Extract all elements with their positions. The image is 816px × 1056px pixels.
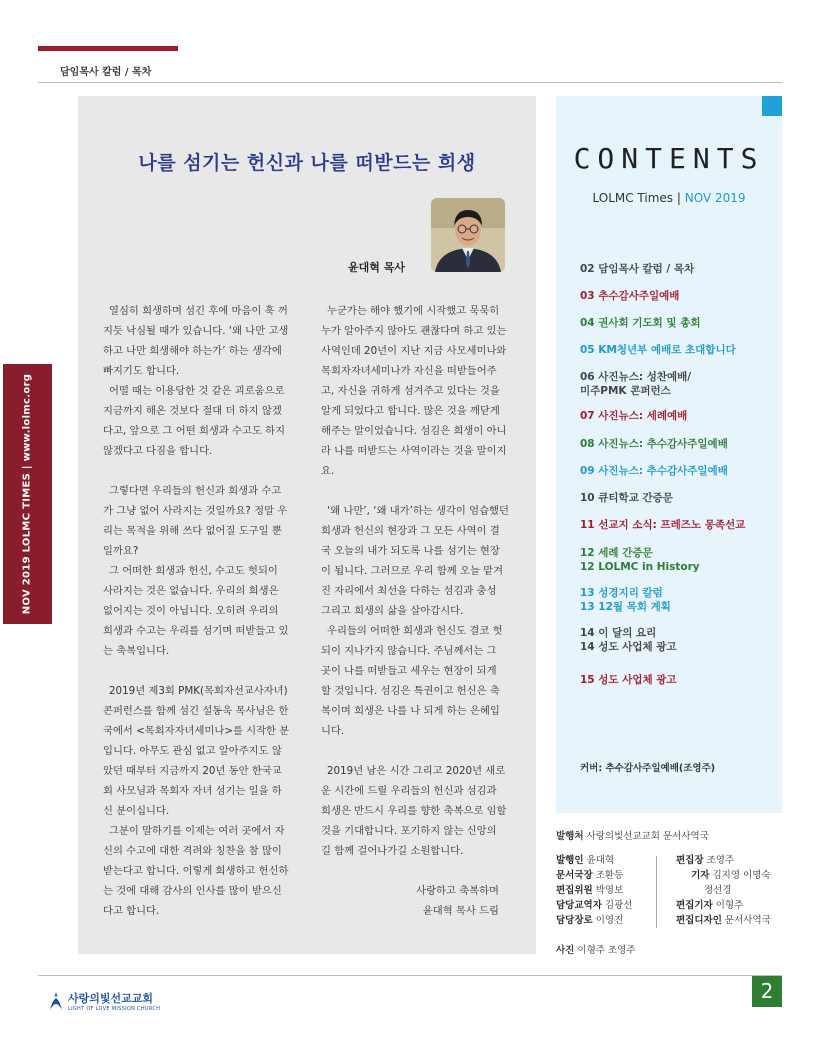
staff-role: 편집디자인: [676, 915, 722, 926]
article-author: 윤대혁 목사: [348, 261, 405, 274]
page-number: 2: [752, 976, 782, 1007]
article-column-left: [103, 301, 291, 921]
staff-name: 김광선: [604, 900, 633, 911]
author-photo: [431, 198, 505, 272]
toc-item[interactable]: 08 사진뉴스: 추수감사주일예배: [580, 438, 728, 450]
paragraph: 우리들의 어떠한 희생과 헌신도 결코 헛되이 지나가지 않습니다. 주님께서는 그 곳이 나를 떠받들고 세우는 현장이 되게 할 것입니다. 섬김은 특권이고 헌신은 축복이며 희생은 나를 나 되게 하는 은혜입니다.: [321, 625, 503, 737]
staff-role: 발행인: [556, 855, 584, 866]
paragraph: 2019년 제3회 PMK(목회자선교사자녀) 콘퍼런스를 함께 섬긴 설동욱 목사님은 한국에서 <목회자자녀세미나>를 시작한 분입니다. 아무도 관심 없고 알아주지도 않았던 때부터 지금까지 20년 동안 한국교회 사모님과 목회자 자녀 섬기는 일을 하신 분이십니다.: [103, 685, 290, 817]
staff-name: 조영주: [706, 855, 735, 866]
issue-date: NOV 2019: [684, 191, 746, 205]
contents-title: CONTENTS: [573, 142, 765, 175]
publisher-name: 사랑의빛선교교회 문서사역국: [586, 831, 709, 842]
staff-name: 박영보: [595, 885, 624, 896]
article-title: 나를 섬기는 헌신과 나를 떠받드는 희생: [138, 152, 476, 174]
toc-item[interactable]: 03 추수감사주일예배: [580, 290, 680, 302]
accent-square: [762, 96, 782, 116]
toc-item[interactable]: 14 이 달의 요리 14 성도 사업체 광고: [580, 627, 677, 653]
staff-role: 담당교역자: [556, 900, 602, 911]
paragraph: 그 어떠한 희생과 헌신, 수고도 헛되이 사라지는 것은 없습니다. 우리의 희생은 없어지는 것이 아닙니다. 오히려 우리의 희생과 수고는 우리를 섬기며 떠받들고 있는 축복입니다.: [103, 565, 289, 657]
toc-item[interactable]: 12 세례 간증문 12 LOLMC in History: [580, 547, 700, 573]
paragraph: 열심히 희생하며 섬긴 후에 마음이 훅 꺼지듯 낙심될 때가 있습니다. ‘왜 나만 고생하고 나만 희생해야 하는가’ 하는 생각에 빠지기도 합니다.: [103, 305, 289, 377]
staff-name: 정선경: [704, 885, 732, 896]
toc-item[interactable]: 09 사진뉴스: 추수감사주일예배: [580, 465, 728, 477]
toc-item[interactable]: 13 성경지리 칼럼 13 12월 목회 계획: [580, 587, 671, 613]
staff-name: 윤대혁: [586, 855, 615, 866]
paragraph: 2019년 남은 시간 그리고 2020년 새로운 시간에 드릴 우리들의 헌신과 섬김과 희생은 반드시 우리를 향한 축복으로 임할 것을 기대합니다. 포기하지 않는 신앙의 길 함께 걸어나가길 소원합니다.: [321, 765, 507, 857]
toc-item[interactable]: 04 권사회 기도회 및 총회: [580, 317, 701, 329]
staff-name: 조환등: [595, 870, 624, 881]
signature: 윤대혁 목사 드림: [422, 905, 499, 917]
staff-role: 편집위원: [556, 885, 593, 896]
closing-line: 사랑하고 축복하며: [416, 885, 499, 897]
toc-item[interactable]: 05 KM청년부 예배로 초대합니다: [580, 344, 736, 356]
photo-names: 이형주 조영주: [577, 945, 636, 956]
staff-divider: [656, 856, 657, 928]
paragraph: 그렇다면 우리들의 헌신과 희생과 수고가 그냥 없어 사라지는 것일까요? 정말 우리는 목적을 위해 쓰다 없어질 도구일 뿐일까요?: [103, 485, 288, 557]
toc-item[interactable]: 06 사진뉴스: 성찬예배/ 미주PMK 콘퍼런스: [580, 371, 692, 397]
header-divider: [38, 82, 782, 83]
church-name-ko: 사랑의빛선교교회: [68, 992, 154, 1005]
column-article: [78, 96, 536, 954]
publication-name: LOLMC Times: [592, 191, 674, 205]
paragraph: 그분이 말하기를 이제는 여러 곳에서 자신의 수고에 대한 격려와 칭찬을 참 많이 받는다고 합니다. 이렇게 희생하고 헌신하는 것에 대해 감사의 인사를 많이 받으신다고 합니다.: [103, 825, 289, 917]
toc-item[interactable]: 07 사진뉴스: 세례예배: [580, 410, 688, 422]
staff-role: 기자: [691, 870, 710, 881]
article-column-right: [321, 301, 509, 921]
staff-name: 문서사역국: [724, 915, 771, 926]
staff-name: 이형주: [715, 900, 744, 911]
paragraph: ‘왜 나만’, ‘왜 내가’하는 생각이 엄습했던 희생과 헌신의 현장과 그 모든 사역이 결국 오늘의 내가 되도록 나를 섬기는 현장이 됩니다. 그러므로 우리 함께 오늘 맡겨진 자리에서 최선을 다하는 섬김과 충성 그리고 희생의 삶을 살아갑시다.: [321, 505, 509, 617]
staff-name: 이영진: [595, 915, 624, 926]
toc-item[interactable]: 02 담임목사 칼럼 / 목차: [580, 263, 695, 275]
cover-credit: 커버: 추수감사주일예배(조영주): [580, 763, 716, 774]
church-logo: [48, 990, 160, 1012]
publisher-label: 발행처: [556, 831, 584, 842]
side-band-text: NOV 2019 LOLMC TIMES | www.lolmc.org: [21, 373, 33, 615]
issue-separator: |: [676, 191, 685, 205]
issue-line: [556, 191, 782, 205]
staff-right: [676, 853, 771, 928]
toc-item[interactable]: 15 성도 사업체 광고: [580, 674, 677, 686]
staff-role: 담당장로: [556, 915, 593, 926]
toc-item[interactable]: 10 큐티학교 간증문: [580, 492, 673, 504]
staff-name: 김지영 이명숙: [712, 870, 771, 881]
top-accent-bar: [38, 46, 178, 51]
photo-credit: [556, 942, 635, 956]
church-name-en: LIGHT OF LOVE MISSION CHURCH: [68, 1006, 161, 1012]
staff-left: [556, 853, 632, 928]
staff-role: 편집장: [676, 855, 704, 866]
staff-role: 문서국장: [556, 870, 593, 881]
footer-divider: [38, 975, 782, 976]
church-logo-icon: [48, 992, 64, 1010]
photo-label: 사진: [556, 945, 575, 956]
toc-item[interactable]: 11 선교지 소식: 프레즈노 몽족선교: [580, 519, 746, 531]
paragraph: 어떨 때는 이용당한 것 같은 괴로움으로 지금까지 해온 것보다 절대 더 하지 않겠다고, 앞으로 그 어떤 희생과 수고도 하지 않겠다고 다짐을 합니다.: [103, 385, 286, 457]
staff-role: 편집기자: [676, 900, 713, 911]
paragraph: 누군가는 해야 했기에 시작했고 묵묵히 누가 알아주지 않아도 괜찮다며 하고 있는 사역인데 20년이 지난 지금 사모세미나와 목회자자녀세미나가 자신을 떠받들어주고, 자신을 귀하게 섬겨주고 있다는 것을 알게 되었다고 합니다. 많은 것을 깨닫게 해주는 말이었습니다. 섬김은 희생이 아니라 나를 떠받드는 사역이라는 것을 말이지요.: [321, 305, 507, 477]
section-label: 담임목사 칼럼 / 목차: [60, 67, 152, 78]
publisher-line: [556, 828, 709, 842]
